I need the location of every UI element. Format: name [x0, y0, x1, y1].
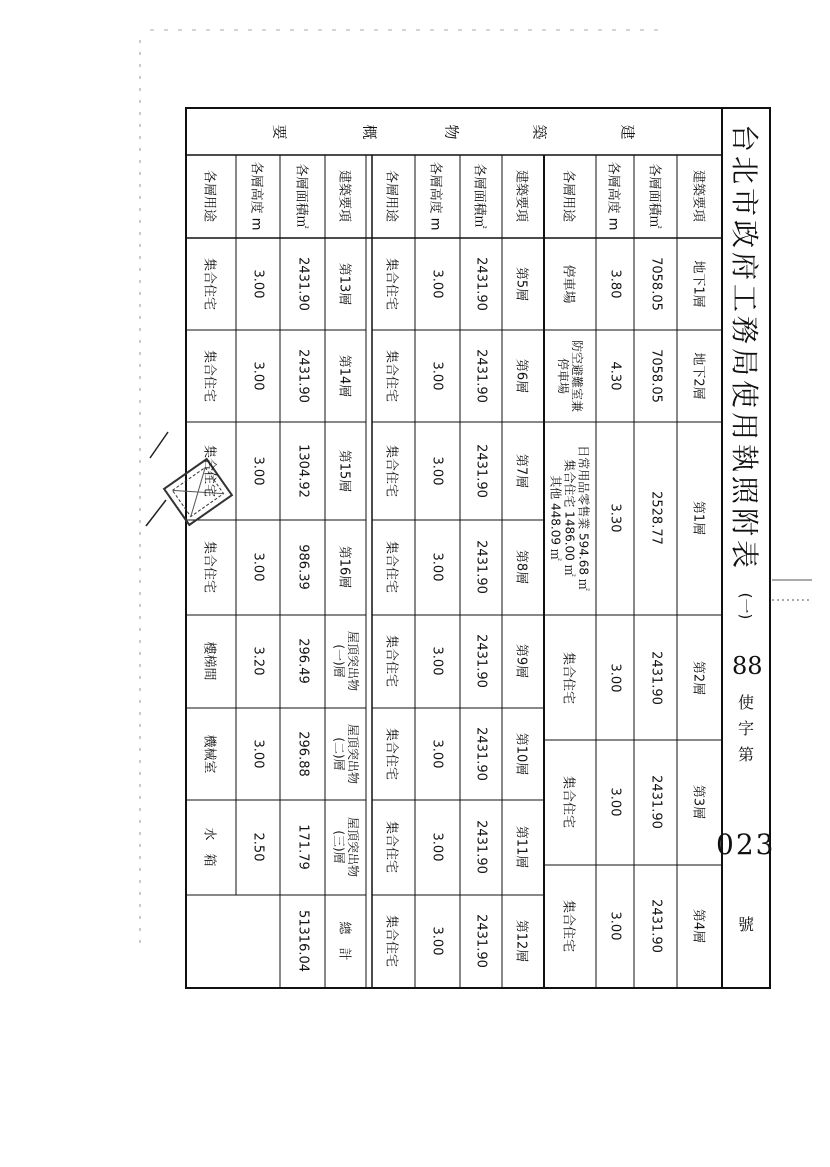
height-value: 3.00 [250, 269, 266, 299]
use-value: 集合住宅 [201, 257, 217, 311]
area-value: 2431.90 [473, 727, 489, 781]
height-value: 3.00 [607, 787, 623, 817]
total-label: 總 計 [336, 921, 352, 961]
row-label-area: 各層面積㎡ [646, 163, 662, 229]
use-value: 集合住宅 [201, 444, 217, 498]
section-label-char: 建 [618, 124, 637, 140]
area-value: 2431.90 [648, 899, 664, 953]
height-value: 3.00 [429, 361, 445, 391]
area-value: 1304.92 [295, 444, 311, 498]
floor-label: 第10層 [513, 732, 529, 776]
use-value: 集合住宅 [383, 820, 399, 874]
use-value: 集合住宅 [383, 634, 399, 688]
row-label-use: 各層用途 [201, 169, 217, 223]
use-value: 集合住宅 [201, 540, 217, 594]
use-value: 集合住宅 [560, 651, 576, 705]
row-label-use: 各層用途 [383, 169, 399, 223]
area-value: 2431.90 [473, 349, 489, 403]
floor-label: 第15層 [336, 449, 352, 493]
document-title: 台北市政府工務局使用執照附表 [728, 123, 761, 573]
row-label-item: 建築要項 [690, 169, 706, 223]
section-label-char: 要 [270, 124, 289, 140]
section-label-char: 築 [530, 124, 549, 140]
height-value: 3.00 [250, 456, 266, 486]
section-label-char: 概 [360, 124, 379, 140]
floor-label: 第2層 [690, 660, 706, 696]
use-value: 集合住宅 [560, 899, 576, 953]
use-value-line: 集合住宅 1486.00 ㎡ [562, 459, 577, 577]
title-suffix: (一) [736, 592, 755, 620]
height-value: 3.00 [250, 552, 266, 582]
height-value: 3.30 [607, 503, 623, 533]
permit-number-digits: 023 [716, 828, 776, 861]
floor-label: 屋頂突出物(三)層 [332, 816, 360, 877]
use-value: 機械室 [201, 734, 217, 774]
area-value: 2431.90 [295, 349, 311, 403]
area-value: 296.49 [295, 638, 311, 684]
total-area-value: 51316.04 [295, 909, 311, 973]
row-label-height: 各層高度 m [605, 161, 621, 231]
use-value-line: 其他 448.09 ㎡ [548, 475, 563, 561]
area-value: 7058.05 [648, 257, 664, 311]
use-value: 集合住宅 [201, 349, 217, 403]
use-value: 集合住宅 [383, 540, 399, 594]
area-value: 2431.90 [473, 634, 489, 688]
use-value-line: 日常用品零售業 594.68 ㎡ [576, 445, 591, 591]
floor-label: 第13層 [336, 262, 352, 306]
floor-label: 第12層 [513, 919, 529, 963]
area-value: 171.79 [295, 824, 311, 870]
area-value: 2528.77 [648, 491, 664, 545]
height-value: 3.00 [429, 832, 445, 862]
height-value: 3.80 [607, 269, 623, 299]
height-value: 3.00 [250, 739, 266, 769]
pen-mark [150, 432, 168, 458]
floor-label: 第5層 [513, 266, 529, 302]
row-label-height: 各層高度 m [248, 161, 264, 231]
floor-label: 屋頂突出物(一)層 [332, 630, 360, 691]
use-value: 集合住宅 [383, 444, 399, 498]
floor-label: 第1層 [690, 500, 706, 536]
area-value: 2431.90 [473, 257, 489, 311]
floor-label: 第14層 [336, 354, 352, 398]
floor-label: 第11層 [513, 825, 529, 869]
use-value: 集合住宅 [383, 727, 399, 781]
section-label-char: 物 [442, 124, 461, 140]
row-label-height: 各層高度 m [427, 161, 443, 231]
height-value: 3.00 [250, 361, 266, 391]
permit-char-zi: 字 [738, 719, 755, 738]
use-value: 集合住宅 [383, 349, 399, 403]
pen-mark [146, 500, 166, 526]
use-value: 停車場 [560, 264, 576, 304]
row-label-item: 建築要項 [336, 169, 352, 223]
row-label-area: 各層面積㎡ [471, 163, 487, 229]
row-label-area: 各層面積㎡ [293, 163, 309, 229]
area-value: 2431.90 [648, 651, 664, 705]
height-value: 3.00 [429, 552, 445, 582]
area-value: 2431.90 [473, 820, 489, 874]
area-value: 2431.90 [648, 775, 664, 829]
height-value: 4.30 [607, 361, 623, 391]
height-value: 2.50 [250, 832, 266, 862]
area-value: 986.39 [295, 544, 311, 590]
floor-label: 第8層 [513, 549, 529, 585]
height-value: 3.00 [429, 456, 445, 486]
height-value: 3.00 [429, 269, 445, 299]
use-value: 樓梯間 [201, 641, 217, 681]
permit-number-prefix: 88 [732, 652, 763, 680]
permit-char-hao: 號 [738, 915, 755, 934]
use-value: 集合住宅 [383, 257, 399, 311]
floor-label: 第7層 [513, 453, 529, 489]
height-value: 3.00 [429, 646, 445, 676]
floor-label: 地下2層 [690, 352, 706, 400]
area-value: 296.88 [295, 731, 311, 777]
height-value: 3.00 [429, 739, 445, 769]
permit-char-di: 第 [738, 745, 755, 764]
area-value: 2431.90 [473, 914, 489, 968]
floor-label: 地下1層 [690, 260, 706, 308]
height-value: 3.00 [607, 663, 623, 693]
use-value: 水 箱 [201, 827, 217, 867]
use-value: 防空避難室兼停車場 [556, 339, 584, 412]
floor-label: 第6層 [513, 358, 529, 394]
height-value: 3.20 [250, 646, 266, 676]
row-label-use: 各層用途 [560, 169, 576, 223]
area-value: 2431.90 [473, 444, 489, 498]
area-value: 7058.05 [648, 349, 664, 403]
area-value: 2431.90 [473, 540, 489, 594]
height-value: 3.00 [607, 911, 623, 941]
floor-label: 第16層 [336, 545, 352, 589]
use-value: 集合住宅 [560, 775, 576, 829]
row-label-item: 建築要項 [513, 169, 529, 223]
official-seal-stamp [164, 459, 232, 525]
floor-label: 第9層 [513, 643, 529, 679]
height-value: 3.00 [429, 926, 445, 956]
floor-label: 屋頂突出物(二)層 [332, 723, 360, 784]
use-value: 集合住宅 [383, 914, 399, 968]
area-value: 2431.90 [295, 257, 311, 311]
floor-label: 第4層 [690, 908, 706, 944]
floor-label: 第3層 [690, 784, 706, 820]
permit-char-shi: 使 [738, 693, 755, 712]
